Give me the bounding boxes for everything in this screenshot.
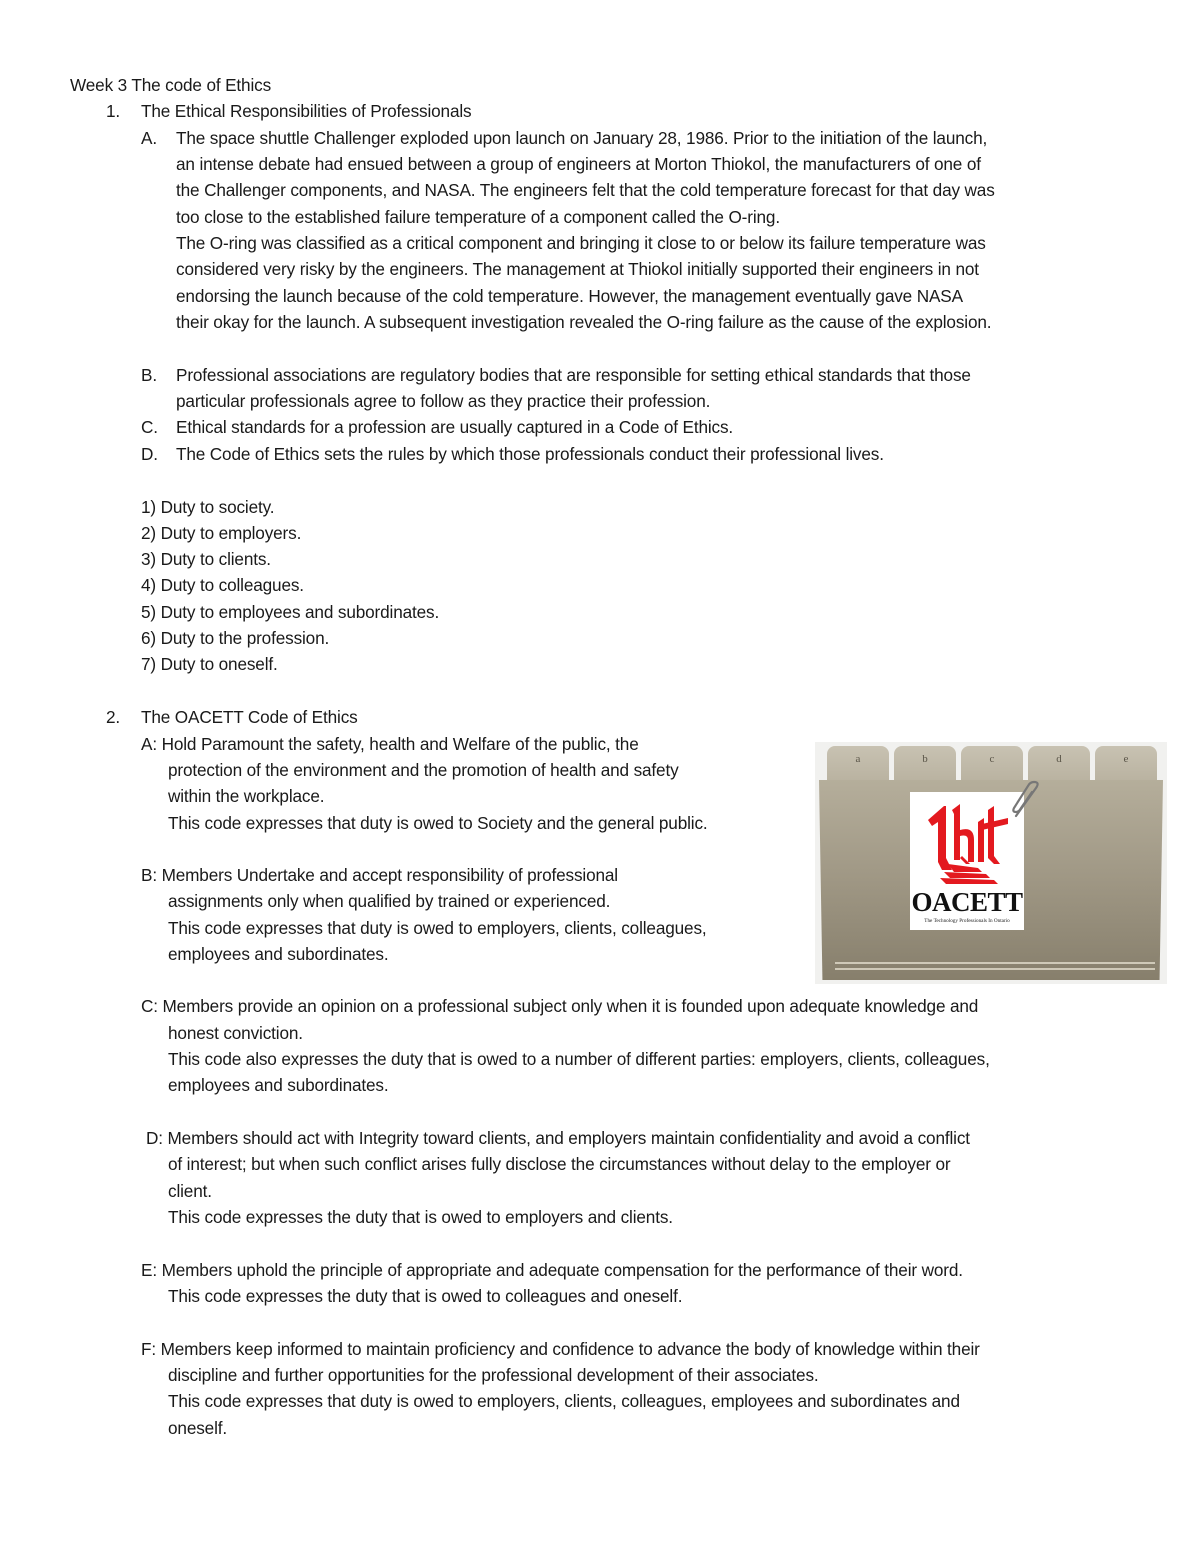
code-a-first: A: Hold Paramount the safety, health and Welfare of the public, the: [141, 734, 639, 754]
paperclip-icon: [1010, 780, 1044, 820]
code-b-line: assignments only when qualified by trained or experienced.: [168, 891, 611, 911]
folder-tab: c: [961, 746, 1023, 782]
section-1-heading: The Ethical Responsibilities of Professionals: [141, 101, 472, 121]
code-c-line: employees and subordinates.: [168, 1075, 389, 1095]
item-d-label: D.: [141, 444, 158, 464]
code-d-first: D: Members should act with Integrity toward clients, and employers maintain confidentiality and avoid a conflict: [146, 1128, 970, 1148]
document-title: Week 3 The code of Ethics: [70, 75, 272, 95]
item-a-line: their okay for the launch. A subsequent investigation revealed the O-ring failure as the cause of the explosion.: [176, 312, 992, 332]
folder-tab: d: [1028, 746, 1090, 782]
oacett-logo-mark-icon: [922, 800, 1012, 886]
item-d-line: The Code of Ethics sets the rules by which those professionals conduct their professional lives.: [176, 444, 884, 464]
duty-item: 2) Duty to employers.: [141, 523, 302, 543]
item-a-line: The space shuttle Challenger exploded upon launch on January 28, 1986. Prior to the initiation of the launch,: [176, 128, 988, 148]
folder-tab: a: [827, 746, 889, 782]
duty-item: 7) Duty to oneself.: [141, 654, 278, 674]
item-b-line: Professional associations are regulatory bodies that are responsible for setting ethical standards that those: [176, 365, 971, 385]
item-a-line: too close to the established failure temperature of a component called the O-ring.: [176, 207, 780, 227]
item-c-line: Ethical standards for a profession are usually captured in a Code of Ethics.: [176, 417, 734, 437]
folder-tab: b: [894, 746, 956, 782]
duty-item: 5) Duty to employees and subordinates.: [141, 602, 440, 622]
code-b-line: This code expresses that duty is owed to employers, clients, colleagues,: [168, 918, 707, 938]
section-1-number: 1.: [106, 101, 121, 121]
item-a-line: considered very risky by the engineers. The management at Thiokol initially supported their engineers in not: [176, 259, 979, 279]
code-a-line: within the workplace.: [168, 786, 325, 806]
oacett-logo-name: OACETT: [911, 887, 1023, 917]
item-a-label: A.: [141, 128, 157, 148]
code-e-first: E: Members uphold the principle of appropriate and adequate compensation for the performance of their word.: [141, 1260, 963, 1280]
code-f-line: This code expresses that duty is owed to employers, clients, colleagues, employees and subordinates and: [168, 1391, 960, 1411]
duty-item: 3) Duty to clients.: [141, 549, 271, 569]
code-d-line: of interest; but when such conflict arises fully disclose the circumstances without delay to the employer or: [168, 1154, 951, 1174]
code-c-line: honest conviction.: [168, 1023, 303, 1043]
item-a-line: endorsing the launch because of the cold temperature. However, the management eventually gave NASA: [176, 286, 963, 306]
folder-edge-line: [835, 962, 1155, 964]
code-f-first: F: Members keep informed to maintain proficiency and confidence to advance the body of knowledge within their: [141, 1339, 980, 1359]
code-e-line: This code expresses the duty that is owed to colleagues and oneself.: [168, 1286, 683, 1306]
code-d-line: This code expresses the duty that is owed to employers and clients.: [168, 1207, 673, 1227]
code-a-line: This code expresses that duty is owed to Society and the general public.: [168, 813, 708, 833]
item-a-line: The O-ring was classified as a critical component and bringing it close to or below its failure temperature was: [176, 233, 986, 253]
oacett-logo: [910, 792, 1024, 930]
code-c-line: This code also expresses the duty that is owed to a number of different parties: employers, clients, colleagues,: [168, 1049, 990, 1069]
oacett-logo-tagline: The Technology Professionals In Ontario: [924, 918, 1010, 924]
item-a-line: the Challenger components, and NASA. The engineers felt that the cold temperature forecast for that day was: [176, 180, 995, 200]
code-a-line: protection of the environment and the promotion of health and safety: [168, 760, 679, 780]
duty-item: 1) Duty to society.: [141, 497, 275, 517]
item-c-label: C.: [141, 417, 158, 437]
folder-edge-line: [835, 968, 1155, 970]
item-b-label: B.: [141, 365, 157, 385]
code-f-line: discipline and further opportunities for the professional development of their associates.: [168, 1365, 819, 1385]
item-a-line: an intense debate had ensued between a group of engineers at Morton Thiokol, the manufacturers of one of: [176, 154, 981, 174]
code-c-first: C: Members provide an opinion on a professional subject only when it is founded upon adequate knowledge and: [141, 996, 979, 1016]
duty-item: 4) Duty to colleagues.: [141, 575, 304, 595]
code-b-first: B: Members Undertake and accept responsibility of professional: [141, 865, 618, 885]
code-f-line: oneself.: [168, 1418, 227, 1438]
duty-item: 6) Duty to the profession.: [141, 628, 330, 648]
section-2-number: 2.: [106, 707, 121, 727]
section-2-heading: The OACETT Code of Ethics: [141, 707, 358, 727]
folder-tab: e: [1095, 746, 1157, 782]
code-d-line: client.: [168, 1181, 212, 1201]
item-b-line: particular professionals agree to follow as they practice their profession.: [176, 391, 711, 411]
code-b-line: employees and subordinates.: [168, 944, 389, 964]
